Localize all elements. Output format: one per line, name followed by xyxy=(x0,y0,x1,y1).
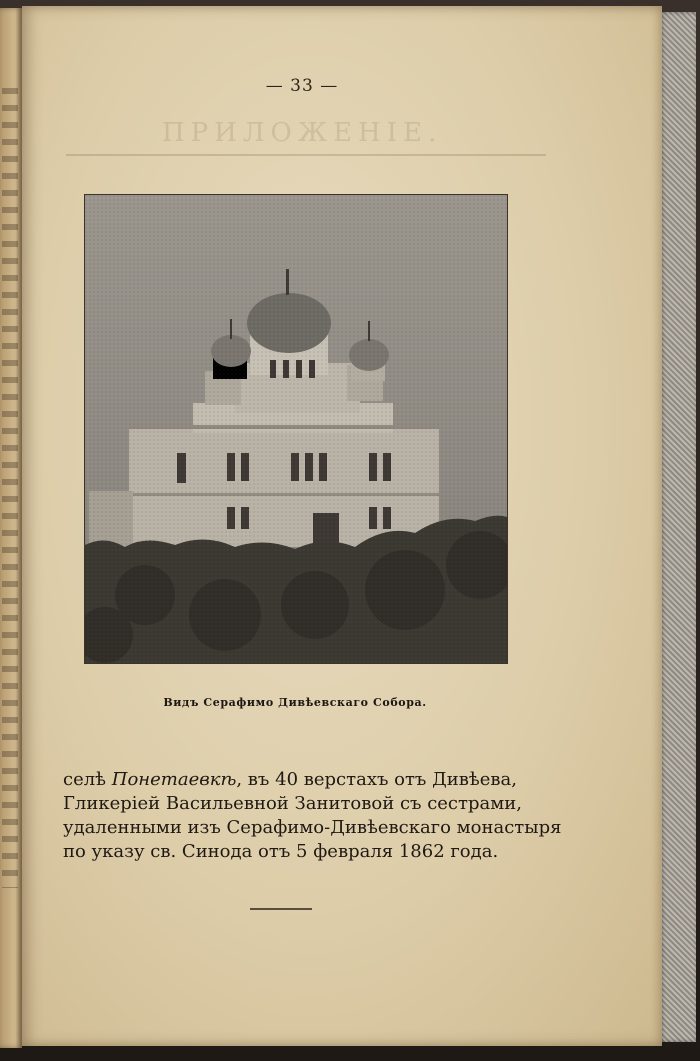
page-stack-edge xyxy=(660,12,696,1042)
bleed-rule xyxy=(66,154,546,156)
photo-caption: Видъ Серафимо Дивѣевскаго Собора. xyxy=(163,696,427,709)
cathedral-photo xyxy=(84,194,508,664)
text-line-1-start: селѣ xyxy=(63,769,112,790)
bleed-heading: ПРИЛОЖЕНІЕ. xyxy=(162,118,443,148)
text-line-4: по указу св. Синода отъ 5 февраля 1862 года. xyxy=(63,841,499,862)
left-page-text-bleed xyxy=(2,88,18,888)
text-place-name: Понетаевкѣ xyxy=(111,769,237,790)
text-line-1-end: , въ 40 верстахъ отъ Дивѣева, xyxy=(236,769,517,790)
page-number: — 33 — xyxy=(265,76,339,96)
text-line-1 xyxy=(63,768,583,792)
text-line-2: Гликеріей Васильевной Занитовой съ сестрами, xyxy=(63,793,522,814)
section-divider xyxy=(250,908,312,910)
left-page-edge xyxy=(0,8,22,1048)
cathedral-illustration xyxy=(85,195,507,663)
text-line-3: удаленными изъ Серафимо-Дивѣевскаго монастыря xyxy=(63,817,562,838)
book-page xyxy=(22,6,662,1046)
body-paragraph xyxy=(63,768,583,864)
